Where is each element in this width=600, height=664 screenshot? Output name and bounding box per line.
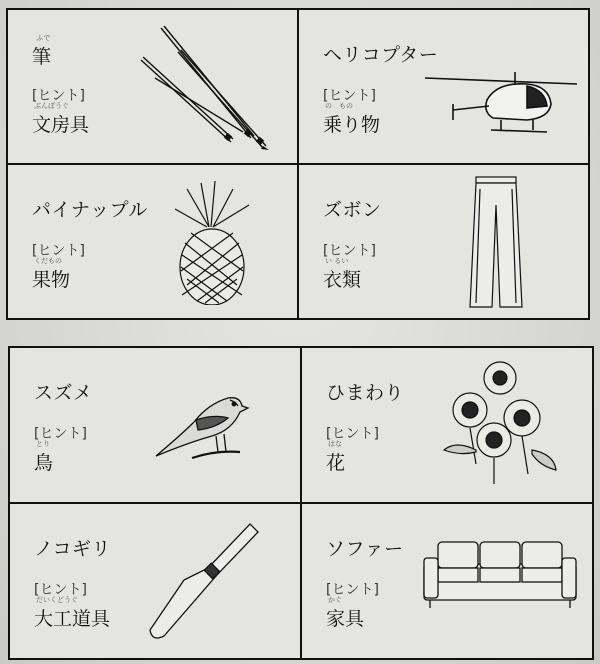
card-category: くだもの 果物	[32, 257, 71, 291]
category-ruby: かぐ	[328, 596, 342, 604]
hint-label: [ヒント]	[32, 243, 85, 259]
card-pineapple	[8, 165, 297, 318]
pineapple-icon	[157, 175, 267, 305]
sparrow-icon	[136, 358, 256, 488]
category-ruby: はな	[328, 440, 342, 448]
card-word: ヘリコプター	[323, 44, 439, 66]
category-ruby: とり	[36, 440, 50, 448]
helicopter-icon	[417, 20, 582, 150]
category-ruby: くだもの	[34, 257, 62, 265]
hint-label: [ヒント]	[34, 426, 87, 442]
card-brush	[8, 10, 297, 163]
trousers-icon	[458, 175, 538, 305]
card-word: ズボン	[323, 199, 382, 221]
category-ruby: だいくどうぐ	[36, 596, 78, 604]
card-word: ノコギリ	[34, 538, 112, 560]
hint-label: [ヒント]	[323, 243, 376, 259]
card-sofa	[302, 504, 592, 658]
card-word: パイナップル	[32, 199, 148, 221]
sunflower-icon	[436, 354, 566, 489]
card-trousers	[299, 165, 588, 318]
category-ruby: ぶんぼうぐ	[34, 102, 69, 110]
flashcard-grid-bottom	[8, 346, 594, 660]
category-ruby: の もの	[325, 102, 353, 110]
card-word: ふで 筆	[32, 34, 52, 68]
card-category: とり 鳥	[34, 440, 54, 474]
category-ruby: い るい	[325, 257, 349, 265]
brush-icon	[133, 20, 283, 150]
card-category: ぶんぼうぐ 文房具	[32, 102, 90, 136]
card-category: かぐ 家具	[326, 596, 365, 630]
hint-label: [ヒント]	[34, 582, 87, 598]
sofa-icon	[420, 534, 580, 614]
card-saw	[10, 504, 300, 658]
hint-label: [ヒント]	[323, 88, 376, 104]
card-word: ソファー	[326, 538, 404, 560]
card-category: だいくどうぐ 大工道具	[34, 596, 111, 630]
hint-label: [ヒント]	[326, 582, 379, 598]
card-category: の もの 乗り物	[323, 102, 381, 136]
card-word: ひまわり	[326, 382, 405, 404]
card-word: スズメ	[34, 382, 93, 404]
hint-label: [ヒント]	[32, 88, 85, 104]
card-category: い るい 衣類	[323, 257, 362, 291]
card-sparrow	[10, 348, 300, 502]
card-helicopter	[299, 10, 588, 163]
flashcard-grid-top	[6, 8, 590, 320]
word-ruby: ふで	[36, 34, 51, 42]
card-sunflower	[302, 348, 592, 502]
hint-label: [ヒント]	[326, 426, 379, 442]
saw-icon	[140, 514, 270, 644]
card-category: はな 花	[326, 440, 346, 474]
